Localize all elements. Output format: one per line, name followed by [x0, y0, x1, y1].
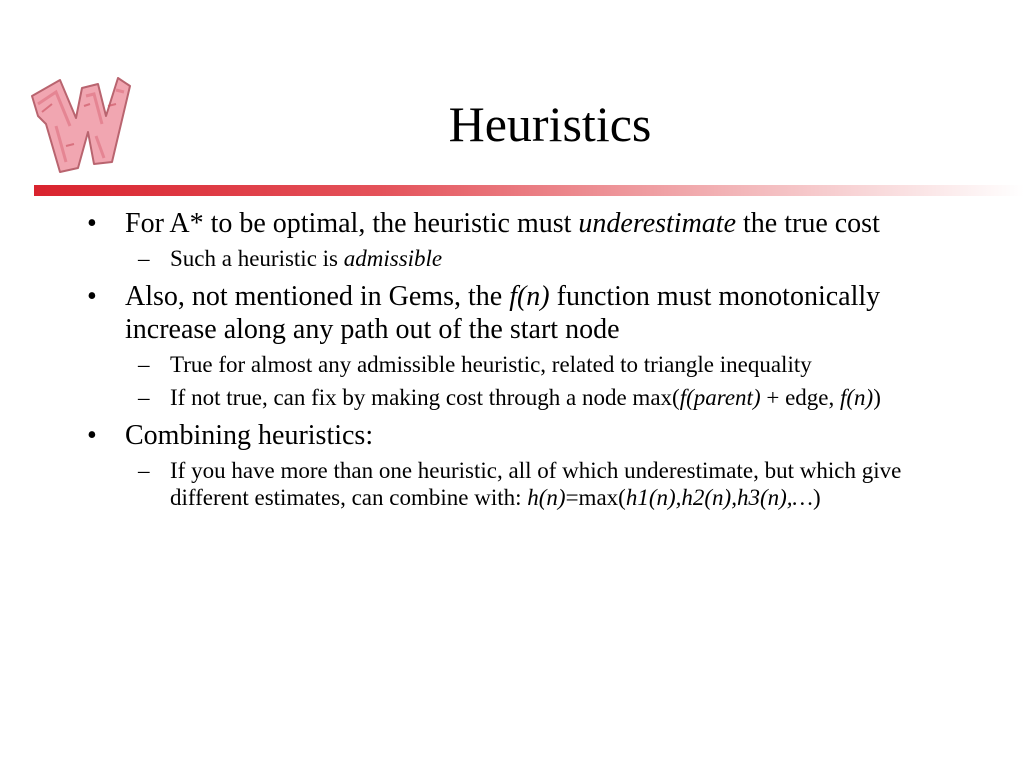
sub-bullet-triangle — [84, 351, 964, 378]
wisconsin-w-logo-icon — [26, 66, 134, 176]
sub-bullet-fix — [84, 384, 964, 411]
sub-bullet-text: Such a heuristic is — [170, 246, 344, 271]
sub-bullet-emphasis: h1(n),h2(n),h3(n),… — [625, 485, 813, 510]
sub-bullet-text: ) — [812, 485, 821, 510]
bullet-emphasis: underestimate — [578, 208, 737, 239]
slide-body — [84, 207, 964, 517]
slide-title: Heuristics — [448, 96, 652, 152]
bullet-monotonic — [84, 280, 964, 346]
bullet-dot-icon: • — [87, 420, 97, 451]
sub-bullet-emphasis: f(parent) — [679, 385, 761, 410]
bullet-dot-icon: • — [87, 208, 97, 239]
sub-bullet-emphasis: f(n) — [840, 385, 874, 410]
sub-bullet-max — [84, 457, 964, 511]
sub-bullet-text: If not true, can fix by making cost through a node max( — [170, 385, 680, 410]
sub-bullet-admissible — [84, 245, 964, 272]
sub-bullet-emphasis: h(n) — [527, 485, 566, 510]
bullet-text: function must monotonically increase along any path out of the start node — [125, 281, 881, 345]
bullet-text: For A* to be optimal, the heuristic must — [125, 208, 579, 239]
dash-bullet-icon: – — [138, 458, 150, 483]
bullet-emphasis: f(n) — [509, 281, 550, 312]
sub-bullet-text: ) — [873, 385, 881, 410]
sub-bullet-text: =max( — [565, 485, 626, 510]
bullet-text: Also, not mentioned in Gems, the — [125, 281, 510, 312]
sub-bullet-text: If you have more than one heuristic, all of which underestimate, but which give different estimates, can combine with: — [170, 458, 902, 510]
bullet-dot-icon: • — [87, 281, 97, 312]
sub-bullet-emphasis: admissible — [343, 246, 443, 271]
dash-bullet-icon: – — [138, 352, 150, 377]
title-underline-bar — [34, 185, 1024, 196]
bullet-admissible — [84, 207, 964, 240]
bullet-text: Combining heuristics: — [125, 420, 374, 451]
dash-bullet-icon: – — [138, 385, 150, 410]
sub-bullet-text: + edge, — [760, 385, 840, 410]
bullet-text: the true cost — [736, 208, 880, 239]
sub-bullet-text: True for almost any admissible heuristic, related to triangle inequality — [170, 352, 812, 377]
bullet-combining — [84, 419, 964, 452]
dash-bullet-icon: – — [138, 246, 150, 271]
